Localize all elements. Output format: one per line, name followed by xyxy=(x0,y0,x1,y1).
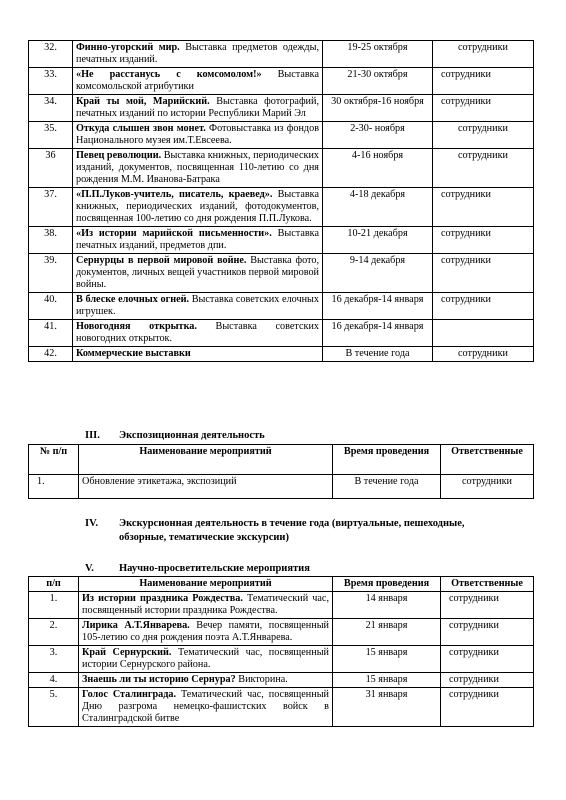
event-name xyxy=(79,688,333,727)
row-resp: сотрудники xyxy=(441,592,534,619)
section-3-heading xyxy=(85,429,265,443)
section-5-number: V. xyxy=(85,563,94,574)
event-name xyxy=(73,41,323,68)
header-resp: Ответственные xyxy=(441,577,534,592)
row-resp: сотрудники xyxy=(433,347,534,362)
section-3-title: Экспозиционная деятельность xyxy=(119,430,265,441)
table-row xyxy=(29,41,534,68)
table-row xyxy=(29,475,534,499)
event-name xyxy=(79,619,333,646)
event-title: Сернурцы в первой мировой войне. xyxy=(76,255,247,266)
event-title: Край ты мой, Марийский. xyxy=(76,96,210,107)
event-title: Новогодняя открытка. xyxy=(76,321,197,332)
table-row xyxy=(29,68,534,95)
event-title: «Не расстанусь с комсомолом!» xyxy=(76,69,262,80)
row-date: 30 октября-16 ноября xyxy=(323,95,433,122)
event-title: Лирика А.Т.Январева. xyxy=(82,620,190,631)
row-num: 39. xyxy=(29,254,73,293)
row-date: В течение года xyxy=(323,347,433,362)
table-row xyxy=(29,592,534,619)
event-name xyxy=(73,347,323,362)
row-num: 33. xyxy=(29,68,73,95)
event-name xyxy=(73,68,323,95)
row-resp: сотрудники xyxy=(433,293,534,320)
row-date: В течение года xyxy=(333,475,441,499)
event-description: Выставка советских новогодних открыток. xyxy=(76,321,319,344)
section-4-title-line1: Экскурсионная деятельность в течение года (виртуальные, пешеходные, xyxy=(119,518,465,529)
row-num: 1. xyxy=(29,592,79,619)
row-resp: сотрудники xyxy=(433,68,534,95)
section-5-title: Научно-просветительские мероприятия xyxy=(119,563,310,574)
event-name xyxy=(73,122,323,149)
header-name: Наименование мероприятий xyxy=(79,577,333,592)
event-title: Из истории праздника Рождества. xyxy=(82,593,243,604)
event-name xyxy=(79,646,333,673)
row-date: 14 января xyxy=(333,592,441,619)
table-row xyxy=(29,149,534,188)
event-title: Голос Сталинграда. xyxy=(82,689,176,700)
event-description: Выставка фотографий, печатных изданий по истории Республики Марий Эл xyxy=(76,96,319,119)
row-date: 9-14 декабря xyxy=(323,254,433,293)
header-name: Наименование мероприятий xyxy=(79,445,333,475)
event-description: Тематический час, посвященный истории Сернурского района. xyxy=(82,647,329,670)
row-date: 21 января xyxy=(333,619,441,646)
row-resp: сотрудники xyxy=(433,254,534,293)
event-description: Вечер памяти, посвященный 105-летию со дня рождения поэта А.Т.Январева. xyxy=(82,620,330,643)
event-name xyxy=(73,149,323,188)
event-description: Викторина. xyxy=(238,674,288,685)
event-description: Выставка предметов одежды, печатных изданий. xyxy=(76,42,320,65)
event-description: Выставка книжных, периодических изданий, документов, посвященная 110-летию со дня рождения М.М. Иванова-Батрака xyxy=(76,150,320,185)
table-row xyxy=(29,254,534,293)
row-num: 37. xyxy=(29,188,73,227)
row-resp: сотрудники xyxy=(441,619,534,646)
event-description: Выставка книжных, периодических изданий, фотодокументов, посвященная 100-летию со дня рождения П.П.Лукова. xyxy=(76,189,319,224)
event-name xyxy=(73,188,323,227)
row-num: 4. xyxy=(29,673,79,688)
row-num: 38. xyxy=(29,227,73,254)
events-table xyxy=(28,576,534,727)
section-5-heading xyxy=(85,562,310,576)
row-resp: сотрудники xyxy=(441,646,534,673)
event-title: «Из истории марийской письменности». xyxy=(76,228,272,239)
row-date: 4-16 ноября xyxy=(323,149,433,188)
table-row xyxy=(29,293,534,320)
event-title: Край Сернурский. xyxy=(82,647,172,658)
event-description: Фотовыставка из фондов Национального музея им.Т.Евсеева. xyxy=(76,123,319,146)
events-header-row xyxy=(29,577,534,592)
table-row xyxy=(29,227,534,254)
exposition-table xyxy=(28,444,534,499)
row-resp: сотрудники xyxy=(433,122,534,149)
table-row xyxy=(29,688,534,727)
event-description: Тематический час, посвященный Дню разгрома немецко-фашистских войск в Сталинградской битве xyxy=(82,689,329,724)
row-resp: сотрудники xyxy=(433,41,534,68)
section-4-heading xyxy=(85,517,525,545)
row-num: 40. xyxy=(29,293,73,320)
row-date: 15 января xyxy=(333,673,441,688)
row-date: 16 декабря-14 января xyxy=(323,320,433,347)
header-num: № п/п xyxy=(29,445,79,475)
row-num: 5. xyxy=(29,688,79,727)
row-date: 21-30 октября xyxy=(323,68,433,95)
row-num: 36 xyxy=(29,149,73,188)
row-date: 10-21 декабря xyxy=(323,227,433,254)
event-name xyxy=(73,320,323,347)
table-row xyxy=(29,347,534,362)
table-row xyxy=(29,320,534,347)
row-date: 15 января xyxy=(333,646,441,673)
row-num: 32. xyxy=(29,41,73,68)
event-title: Знаешь ли ты историю Сернура? xyxy=(82,674,236,685)
event-description: Выставка фото, документов, личных вещей участников первой мировой войны. xyxy=(76,255,319,290)
row-date: 31 января xyxy=(333,688,441,727)
event-description: Выставка комсомольской атрибутики xyxy=(76,69,319,92)
event-title: Откуда слышен звон монет. xyxy=(76,123,206,134)
row-num: 35. xyxy=(29,122,73,149)
row-date: 16 декабря-14 января xyxy=(323,293,433,320)
section-3-number: III. xyxy=(85,430,100,441)
header-num: п/п xyxy=(29,577,79,592)
event-name xyxy=(73,254,323,293)
exposition-header-row xyxy=(29,445,534,475)
table-row xyxy=(29,646,534,673)
row-resp: сотрудники xyxy=(433,188,534,227)
event-name xyxy=(79,592,333,619)
row-resp: сотрудники xyxy=(433,227,534,254)
event-name xyxy=(79,673,333,688)
table-row xyxy=(29,619,534,646)
row-resp: сотрудники xyxy=(441,673,534,688)
row-resp xyxy=(433,320,534,347)
event-title: В блеске елочных огней. xyxy=(76,294,190,305)
event-title: Финно-угорский мир. xyxy=(76,42,180,53)
header-resp: Ответственные xyxy=(441,445,534,475)
table-row xyxy=(29,122,534,149)
event-description: Тематический час, посвященный истории праздника Рождества. xyxy=(82,593,329,616)
row-resp: сотрудники xyxy=(441,475,534,499)
section-4-number: IV. xyxy=(85,518,98,529)
event-description: Выставка печатных изданий, предметов дпи. xyxy=(76,228,319,251)
event-description: Выставка советских елочных игрушек. xyxy=(76,294,319,317)
row-date: 4-18 декабря xyxy=(323,188,433,227)
event-title: Певец революции. xyxy=(76,150,162,161)
row-resp: сотрудники xyxy=(433,95,534,122)
row-num: 42. xyxy=(29,347,73,362)
row-num: 1. xyxy=(29,475,79,499)
event-name xyxy=(73,293,323,320)
exhibitions-table xyxy=(28,40,534,362)
table-row xyxy=(29,95,534,122)
row-date: 2-30- ноября xyxy=(323,122,433,149)
row-resp: сотрудники xyxy=(441,688,534,727)
event-title: Коммерческие выставки xyxy=(76,348,191,359)
row-resp: сотрудники xyxy=(433,149,534,188)
header-date: Время проведения xyxy=(333,577,441,592)
table-row xyxy=(29,188,534,227)
header-date: Время проведения xyxy=(333,445,441,475)
row-num: 41. xyxy=(29,320,73,347)
row-name: Обновление этикетажа, экспозиций xyxy=(79,475,333,499)
row-date: 19-25 октября xyxy=(323,41,433,68)
row-num: 2. xyxy=(29,619,79,646)
row-num: 3. xyxy=(29,646,79,673)
event-title: «П.П.Луков-учитель, писатель, краевед». xyxy=(76,189,273,200)
event-name xyxy=(73,95,323,122)
table-row xyxy=(29,673,534,688)
row-num: 34. xyxy=(29,95,73,122)
event-name xyxy=(73,227,323,254)
section-4-title-line2: обзорные, тематические экскурсии) xyxy=(119,532,289,543)
